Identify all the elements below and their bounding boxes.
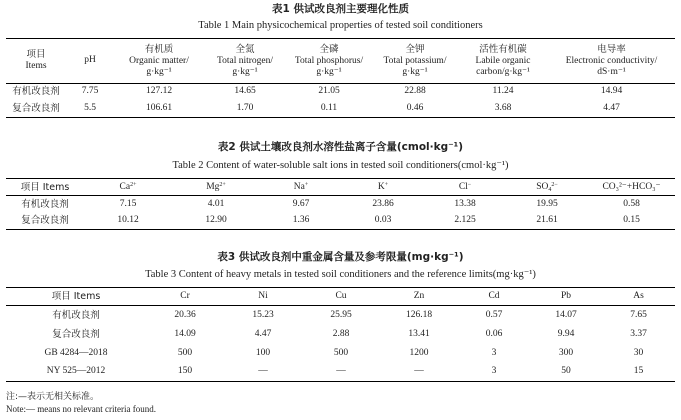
table-cell: 3.68 xyxy=(494,102,512,113)
table1-header-row xyxy=(6,39,675,83)
table3-caption-en: Table 3 Content of heavy metals in tested soil conditioners and the reference limits(mg·kg⁻¹) xyxy=(145,269,536,280)
table-cell: — xyxy=(336,366,346,377)
table2-header-cell: Na+ xyxy=(293,181,309,192)
table3-header-cell: As xyxy=(633,291,644,301)
table-cell: 22.88 xyxy=(404,86,426,97)
table-row xyxy=(6,213,675,230)
table-cell: 7.65 xyxy=(630,309,647,320)
table3 xyxy=(6,287,675,382)
table-cell: GB 4284—2018 xyxy=(44,347,108,358)
table-cell: 12.90 xyxy=(205,215,227,226)
table3-header-cell: Zn xyxy=(413,291,425,301)
table-cell: 19.95 xyxy=(536,198,558,209)
table3-header-cell: Pb xyxy=(560,291,572,301)
table-cell: 2.125 xyxy=(454,215,476,226)
table-cell: 有机改良剂 xyxy=(12,86,60,98)
table1-header-cell: 项目 Items xyxy=(25,49,47,72)
table-cell: 复合改良剂 xyxy=(12,102,60,114)
table-row xyxy=(6,100,675,117)
table1-header-cell: 有机质 Organic matter/ g·kg⁻¹ xyxy=(129,43,189,77)
table1-caption-cn: 表1 供试改良剂主要理化性质 xyxy=(272,3,409,15)
table-cell: 3.37 xyxy=(630,328,647,339)
table-cell: 0.03 xyxy=(374,215,392,226)
table-cell: 有机改良剂 xyxy=(52,309,100,321)
table1-header-cell: 全磷 Total phosphorus/ g·kg⁻¹ xyxy=(294,43,364,77)
table-cell: 127.12 xyxy=(145,86,173,97)
table1-header-cell: 全钾 Total potassium/ g·kg⁻¹ xyxy=(383,43,447,77)
table2-caption-cn: 表2 供试土壤改良剂水溶性盐离子含量(cmol·kg⁻¹) xyxy=(217,141,464,153)
table2 xyxy=(6,178,675,230)
table-row xyxy=(6,306,675,325)
table-cell: 1200 xyxy=(409,347,429,358)
table-cell: 4.47 xyxy=(254,328,272,339)
table-cell: — xyxy=(258,366,268,377)
table2-header-cell: K+ xyxy=(377,181,389,192)
table-cell: 106.61 xyxy=(145,102,173,113)
table-cell: 1.70 xyxy=(236,102,254,113)
table-cell: NY 525—2012 xyxy=(46,366,106,377)
table-cell: 复合改良剂 xyxy=(52,328,100,340)
table-cell: 300 xyxy=(558,347,574,358)
table-cell: 0.11 xyxy=(320,102,338,113)
table-cell: 23.86 xyxy=(372,198,394,209)
table-cell: 21.61 xyxy=(536,215,558,226)
table-cell: 0.57 xyxy=(485,309,503,320)
table-cell: 500 xyxy=(177,347,193,358)
table-cell: 25.95 xyxy=(330,309,352,320)
table-cell: 15 xyxy=(633,366,644,377)
note-en: Note:— means no relevant criteria found. xyxy=(6,404,156,414)
table3-header-cell: Ni xyxy=(258,291,268,301)
table1-caption-en: Table 1 Main physicochemical properties of tested soil conditioners xyxy=(198,20,483,31)
table-cell: 14.09 xyxy=(174,328,196,339)
table-cell: 126.18 xyxy=(405,309,433,320)
table3-header-row xyxy=(6,288,675,306)
table1-header-cell: 活性有机碳 Labile organic carbon/g·kg⁻¹ xyxy=(475,43,531,77)
table-cell: 3 xyxy=(491,366,497,377)
table-cell: 10.12 xyxy=(117,215,139,226)
table1-header-cell: pH xyxy=(84,55,96,66)
table2-header-cell: $Ca^{2+}$ xyxy=(119,181,137,192)
table2-header-cell: $SO4^{2-}$ xyxy=(536,181,558,193)
table-cell: 13.41 xyxy=(408,328,430,339)
table-cell: 1.36 xyxy=(292,215,310,226)
note-cn: 注:—表示无相关标准。 xyxy=(6,392,100,402)
table-cell: 11.24 xyxy=(492,86,514,97)
table-cell: 3 xyxy=(491,347,497,358)
table-cell: — xyxy=(414,366,424,377)
table-cell: 100 xyxy=(255,347,271,358)
table-cell: 0.06 xyxy=(485,328,503,339)
table-cell: 21.05 xyxy=(318,86,340,97)
table3-caption-cn: 表3 供试改良剂中重金属含量及参考限量(mg·kg⁻¹) xyxy=(217,251,464,263)
table-cell: 500 xyxy=(333,347,349,358)
table-row xyxy=(6,325,675,344)
table-cell: 0.58 xyxy=(623,198,640,209)
table-cell: 7.15 xyxy=(119,198,137,209)
table-cell: 50 xyxy=(561,366,571,377)
table3-header-cell: 项目 Items xyxy=(51,291,101,302)
table2-caption-en: Table 2 Content of water-soluble salt ions in tested soil conditioners(cmol·kg⁻¹) xyxy=(172,160,509,171)
table-cell: 4.47 xyxy=(603,102,620,113)
table3-header-cell: Cu xyxy=(335,291,347,301)
table-row xyxy=(6,196,675,213)
table-cell: 0.46 xyxy=(406,102,424,113)
table3-header-cell: Cr xyxy=(180,291,190,301)
table-cell: 13.38 xyxy=(454,198,476,209)
table-cell: 20.36 xyxy=(174,309,196,320)
table-cell: 5.5 xyxy=(84,102,96,113)
table-row xyxy=(6,344,675,363)
table-cell: 14.65 xyxy=(234,86,256,97)
table-cell: 0.15 xyxy=(623,215,640,226)
table2-header-cell: 项目 Items xyxy=(20,181,70,193)
table-cell: 14.07 xyxy=(555,309,577,320)
table1-header-cell: 电导率 Electronic conductivity/ dS·m⁻¹ xyxy=(565,43,658,77)
table-cell: 2.88 xyxy=(332,328,350,339)
table-row xyxy=(6,83,675,100)
table1 xyxy=(6,38,675,118)
table-cell: 150 xyxy=(177,366,193,377)
table1-header-cell: 全氮 Total nitrogen/ g·kg⁻¹ xyxy=(216,43,274,77)
table-cell: 30 xyxy=(633,347,644,358)
table-cell: 4.01 xyxy=(207,198,225,209)
table-cell: 15.23 xyxy=(252,309,274,320)
table3-header-cell: Cd xyxy=(488,291,500,301)
table2-header-cell: Cl− xyxy=(458,181,472,192)
table-cell: 9.94 xyxy=(557,328,575,339)
table-notes xyxy=(6,391,156,415)
table-cell: 7.75 xyxy=(81,86,99,97)
table-cell: 14.94 xyxy=(600,86,623,97)
table-cell: 有机改良剂 xyxy=(21,198,69,210)
table-cell: 复合改良剂 xyxy=(21,215,69,227)
table2-header-row xyxy=(6,179,675,196)
table2-header-cell: CO₃²⁻+HCO₃⁻ xyxy=(602,181,661,192)
table2-header-cell: $Mg^{2+}$ xyxy=(206,181,226,192)
table-row xyxy=(6,363,675,382)
table-cell: 9.67 xyxy=(292,198,310,209)
